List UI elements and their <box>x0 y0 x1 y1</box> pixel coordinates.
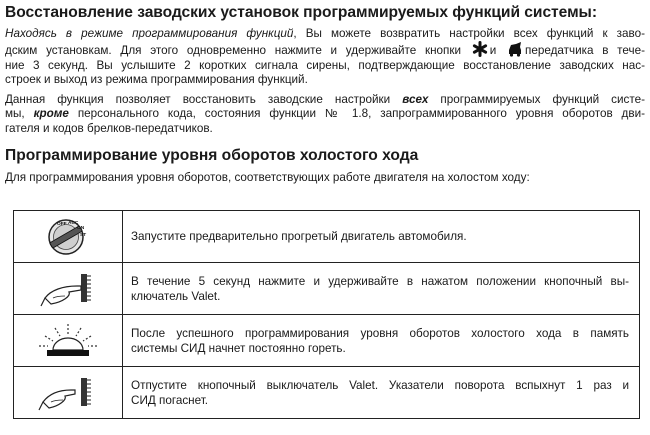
step-row <box>14 367 640 419</box>
manual-page <box>5 4 645 191</box>
step-text: Отпустите кнопочный выключатель Valet. Указатели поворота вспыхнут 1 раз и СИД погаснет. <box>123 367 640 419</box>
ignition-label-st: ST <box>80 232 87 238</box>
step-row <box>14 315 640 367</box>
section-title-factory-reset: Восстановление заводских установок программируемых функций системы: <box>5 4 597 21</box>
step-row <box>14 211 640 263</box>
section-title-idle-speed: Программирование уровня оборотов холостого хода <box>5 147 419 165</box>
ignition-label-acc: ACC <box>68 220 79 226</box>
ignition-label-on: ON <box>77 225 85 231</box>
programming-mode-phrase: Находясь в режиме программирования функций <box>5 27 294 40</box>
paragraph-reset-instructions: Находясь в режиме программирования функций, Вы можете возвратить настройки всех функций к заво- дским установкам. Для этого одновременно нажмите и удерживайте кнопки и передатчика в тече- ние 3 секунд. Вы услышите 2 коротких сигнала сирены, подтверждающие восстановление заводских нас- строек и выход из режима программирования функций. <box>5 27 645 86</box>
step-text: В течение 5 секунд нажмите и удерживайте в нажатом положении кнопочный вы- ключатель Valet. <box>123 263 640 315</box>
ignition-key-icon <box>14 211 123 263</box>
emphasis-except: кроме <box>33 107 69 121</box>
steps-table <box>13 210 640 419</box>
finger-release-valet-icon <box>14 367 123 419</box>
step-text: Запустите предварительно прогретый двигатель автомобиля. <box>123 211 640 263</box>
finger-press-valet-icon <box>14 263 123 315</box>
emphasis-all: всех <box>402 93 429 107</box>
asterisk-icon <box>472 41 488 57</box>
step-text: После успешного программирования уровня оборотов холостого хода в память системы СИД начнет постоянно гореть. <box>123 315 640 367</box>
paragraph-reset-scope: Данная функция позволяет восстановить заводские настройки всех программируемых функций систе- мы, кроме персонального кода, состояния функции № 1.8, запрограммированного уровня оборотов дви- гателя и кодов брелков-передатчиков. <box>5 93 646 135</box>
idle-speed-intro: Для программирования уровня оборотов, соответствующих работе двигателя на холостом ходу: <box>5 171 530 185</box>
car-trunk-icon <box>507 41 523 57</box>
ignition-label-off: OFF <box>57 221 67 227</box>
led-light-icon <box>14 315 123 367</box>
step-row <box>14 263 640 315</box>
